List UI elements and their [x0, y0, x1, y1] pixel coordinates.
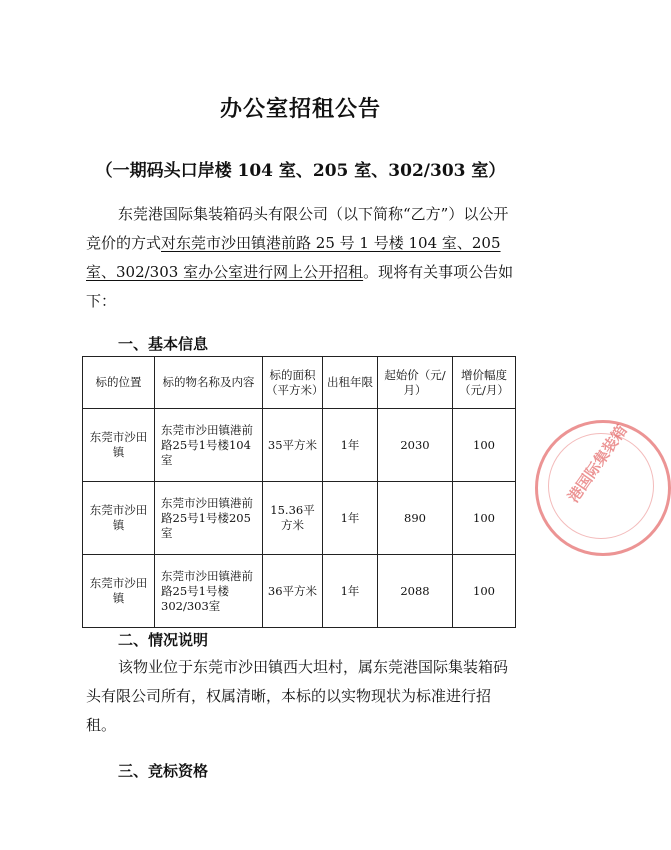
page-subtitle: （一期码头口岸楼 104 室、205 室、302/303 室）	[95, 161, 506, 181]
table-row	[83, 482, 516, 555]
cell-term: 1年	[323, 555, 378, 628]
table-row	[83, 409, 516, 482]
intro-underlined-text: 对东莞市沙田镇港前路 25 号 1 号楼 104 室、205 室、302/303 室办公室进行网上公开招租	[86, 234, 501, 281]
cell-term: 1年	[323, 482, 378, 555]
header-name: 标的物名称及内容	[155, 357, 263, 409]
header-area: 标的面积（平方米）	[263, 357, 323, 409]
company-seal	[535, 420, 671, 556]
table-row	[83, 555, 516, 628]
cell-area: 35平方米	[263, 409, 323, 482]
header-start-price: 起始价（元/月）	[378, 357, 453, 409]
cell-area: 36平方米	[263, 555, 323, 628]
situation-text: 该物业位于东莞市沙田镇西大坦村，属东莞港国际集装箱码头有限公司所有，权属清晰，本标的以实物现状为标准进行招租。	[86, 658, 509, 734]
cell-location: 东莞市沙田镇	[83, 482, 155, 555]
cell-location: 东莞市沙田镇	[83, 555, 155, 628]
cell-start-price: 2030	[378, 409, 453, 482]
section-heading-situation: 二、情况说明	[118, 631, 209, 649]
header-location: 标的位置	[83, 357, 155, 409]
cell-start-price: 2088	[378, 555, 453, 628]
section-heading-basic-info: 一、基本信息	[118, 335, 209, 353]
intro-text: 东莞港国际集装箱码头有限公司（以下简称“乙方”）以公开竞价的方式	[86, 205, 509, 252]
header-increment: 增价幅度（元/月）	[453, 357, 516, 409]
cell-increment: 100	[453, 409, 516, 482]
situation-paragraph	[86, 653, 516, 740]
cell-name: 东莞市沙田镇港前路25号1号楼302/303室	[155, 555, 263, 628]
cell-increment: 100	[453, 555, 516, 628]
cell-area: 15.36平方米	[263, 482, 323, 555]
intro-paragraph	[86, 200, 516, 316]
intro-text-end: 。现将有关事项公告如下：	[86, 263, 514, 310]
header-term: 出租年限	[323, 357, 378, 409]
cell-name: 东莞市沙田镇港前路25号1号楼205室	[155, 482, 263, 555]
page-title: 办公室招租公告	[219, 96, 381, 122]
info-table	[82, 356, 516, 628]
cell-start-price: 890	[378, 482, 453, 555]
table-header-row	[83, 357, 516, 409]
cell-term: 1年	[323, 409, 378, 482]
cell-increment: 100	[453, 482, 516, 555]
cell-name: 东莞市沙田镇港前路25号1号楼104室	[155, 409, 263, 482]
seal-text: 港国际集装箱	[564, 421, 631, 506]
section-heading-qualification: 三、竞标资格	[118, 762, 209, 780]
cell-location: 东莞市沙田镇	[83, 409, 155, 482]
